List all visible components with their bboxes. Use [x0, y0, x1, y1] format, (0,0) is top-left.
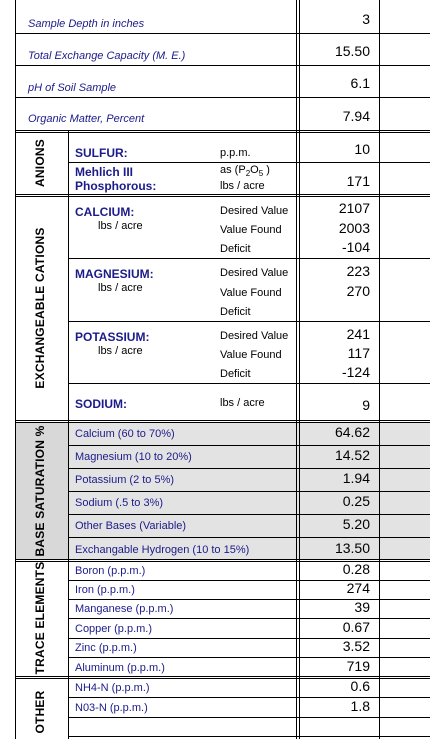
grid-line [68, 537, 430, 538]
trace-copper-value: 0.67 [342, 619, 370, 635]
organic-matter-label: Organic Matter, Percent [28, 113, 145, 125]
trace-aluminum-value: 719 [346, 658, 370, 674]
magnesium-found-value: 270 [346, 283, 370, 299]
grid-line [15, 132, 430, 133]
base-sat-sodium-label: Sodium (.5 to 3%) [75, 497, 164, 509]
grid-line [68, 491, 430, 492]
magnesium-label: MAGNESIUM: [75, 267, 154, 281]
grid-line [15, 97, 430, 98]
trace-copper-label: Copper (p.p.m.) [75, 623, 153, 635]
sodium-value: 9 [362, 397, 370, 413]
base-sat-potassium-value: 1.94 [342, 470, 370, 486]
cations-section-label: EXCHANGEABLE CATIONS [33, 227, 47, 389]
sample-depth-value: 3 [362, 11, 370, 27]
grid-line [15, 196, 430, 197]
trace-aluminum-label: Aluminum (p.p.m.) [75, 662, 165, 674]
trace-boron-label: Boron (p.p.m.) [75, 565, 146, 577]
grid-line [68, 468, 430, 469]
calcium-deficit-label: Deficit [220, 243, 251, 255]
trace-zinc-value: 3.52 [342, 638, 370, 654]
grid-line [15, 33, 430, 34]
magnesium-desired-label: Desired Value [220, 267, 289, 279]
magnesium-desired-value: 223 [346, 263, 370, 279]
grid-line [68, 618, 430, 619]
calcium-found-value: 2003 [338, 220, 370, 236]
ph-value: 6.1 [350, 75, 370, 91]
trace-elements-section-label: TRACE ELEMENTS [33, 561, 47, 675]
grid-line [68, 638, 430, 639]
sulfur-label: SULFUR: [75, 146, 128, 160]
base-sat-other-value: 5.20 [342, 516, 370, 532]
grid-line [68, 383, 430, 384]
phosphorous-unit: as ($P_2O_5$ ) [220, 164, 270, 179]
exchange-capacity-label: Total Exchange Capacity (M. E.) [28, 50, 186, 62]
potassium-found-value: 117 [347, 345, 370, 361]
phosphorous-label-line1: Mehlich III [75, 165, 134, 179]
grid-line [15, 65, 430, 66]
trace-zinc-label: Zinc (p.p.m.) [75, 642, 137, 654]
magnesium-unit: lbs / acre [98, 282, 143, 294]
grid-line [68, 321, 430, 322]
phosphorous-value: 171 [346, 173, 370, 189]
grid-line [68, 445, 430, 446]
base-sat-potassium-label: Potassium (2 to 5%) [75, 474, 175, 486]
potassium-desired-label: Desired Value [220, 330, 289, 342]
calcium-deficit-value: -104 [341, 239, 370, 255]
trace-manganese-value: 39 [354, 599, 370, 615]
ph-label: pH of Soil Sample [28, 82, 117, 94]
grid-line [15, 420, 430, 421]
calcium-label: CALCIUM: [75, 205, 135, 219]
sodium-label: SODIUM: [75, 397, 127, 411]
base-sat-sodium-value: 0.25 [342, 493, 370, 509]
magnesium-found-label: Value Found [220, 287, 282, 299]
potassium-label: POTASSIUM: [75, 330, 150, 344]
grid-line [68, 599, 430, 600]
base-sat-magnesium-value: 14.52 [334, 447, 370, 463]
calcium-unit: lbs / acre [98, 220, 143, 232]
anions-section-label: ANIONS [33, 139, 47, 187]
trace-iron-value: 274 [346, 580, 370, 596]
organic-matter-value: 7.94 [342, 108, 370, 124]
grid-line [68, 130, 69, 739]
grid-line [68, 736, 430, 737]
sulfur-unit: p.p.m. [220, 147, 251, 159]
trace-iron-label: Iron (p.p.m.) [75, 584, 135, 596]
calcium-desired-value: 2107 [338, 200, 370, 216]
sulfur-value: 10 [354, 141, 370, 157]
other-no3-value: 1.8 [350, 698, 370, 714]
grid-line [15, 194, 430, 195]
other-no3-label: N03-N (p.p.m.) [75, 702, 148, 714]
trace-boron-value: 0.28 [342, 561, 370, 577]
grid-line [15, 422, 430, 423]
magnesium-deficit-label: Deficit [220, 306, 251, 318]
phosphorous-unit-line2: lbs / acre [220, 180, 265, 192]
potassium-deficit-value: -124 [341, 364, 370, 380]
grid-line [68, 657, 430, 658]
grid-line [68, 258, 430, 259]
potassium-found-label: Value Found [220, 349, 282, 361]
other-nh4-value: 0.6 [350, 678, 370, 694]
base-sat-hydrogen-value: 13.50 [334, 540, 370, 556]
grid-line [15, 130, 430, 131]
calcium-found-label: Value Found [220, 224, 282, 236]
base-saturation-section-label: BASE SATURATION % [33, 425, 47, 557]
phosphorous-label-line2: Phosphorous: [75, 179, 157, 193]
other-section-label: OTHER [33, 690, 47, 734]
grid-line [68, 697, 430, 698]
potassium-desired-value: 241 [346, 326, 370, 342]
base-sat-hydrogen-label: Exchangable Hydrogen (10 to 15%) [75, 544, 250, 556]
grid-line [15, 559, 430, 560]
potassium-unit: lbs / acre [98, 345, 143, 357]
other-nh4-label: NH4-N (p.p.m.) [75, 682, 150, 694]
base-sat-other-label: Other Bases (Variable) [75, 520, 187, 532]
grid-line [68, 580, 430, 581]
sodium-unit: lbs / acre [220, 397, 265, 409]
grid-line [68, 514, 430, 515]
calcium-desired-label: Desired Value [220, 205, 289, 217]
grid-line [15, 676, 430, 677]
base-sat-calcium-value: 64.62 [334, 424, 370, 440]
grid-line [15, 0, 16, 739]
grid-line [379, 0, 380, 739]
grid-line [68, 717, 430, 718]
sample-depth-label: Sample Depth in inches [28, 18, 145, 30]
grid-line [68, 162, 430, 163]
exchange-capacity-value: 15.50 [334, 43, 370, 59]
base-sat-magnesium-label: Magnesium (10 to 20%) [75, 451, 192, 463]
potassium-deficit-label: Deficit [220, 368, 251, 380]
trace-manganese-label: Manganese (p.p.m.) [75, 603, 174, 615]
base-sat-calcium-label: Calcium (60 to 70%) [75, 428, 175, 440]
